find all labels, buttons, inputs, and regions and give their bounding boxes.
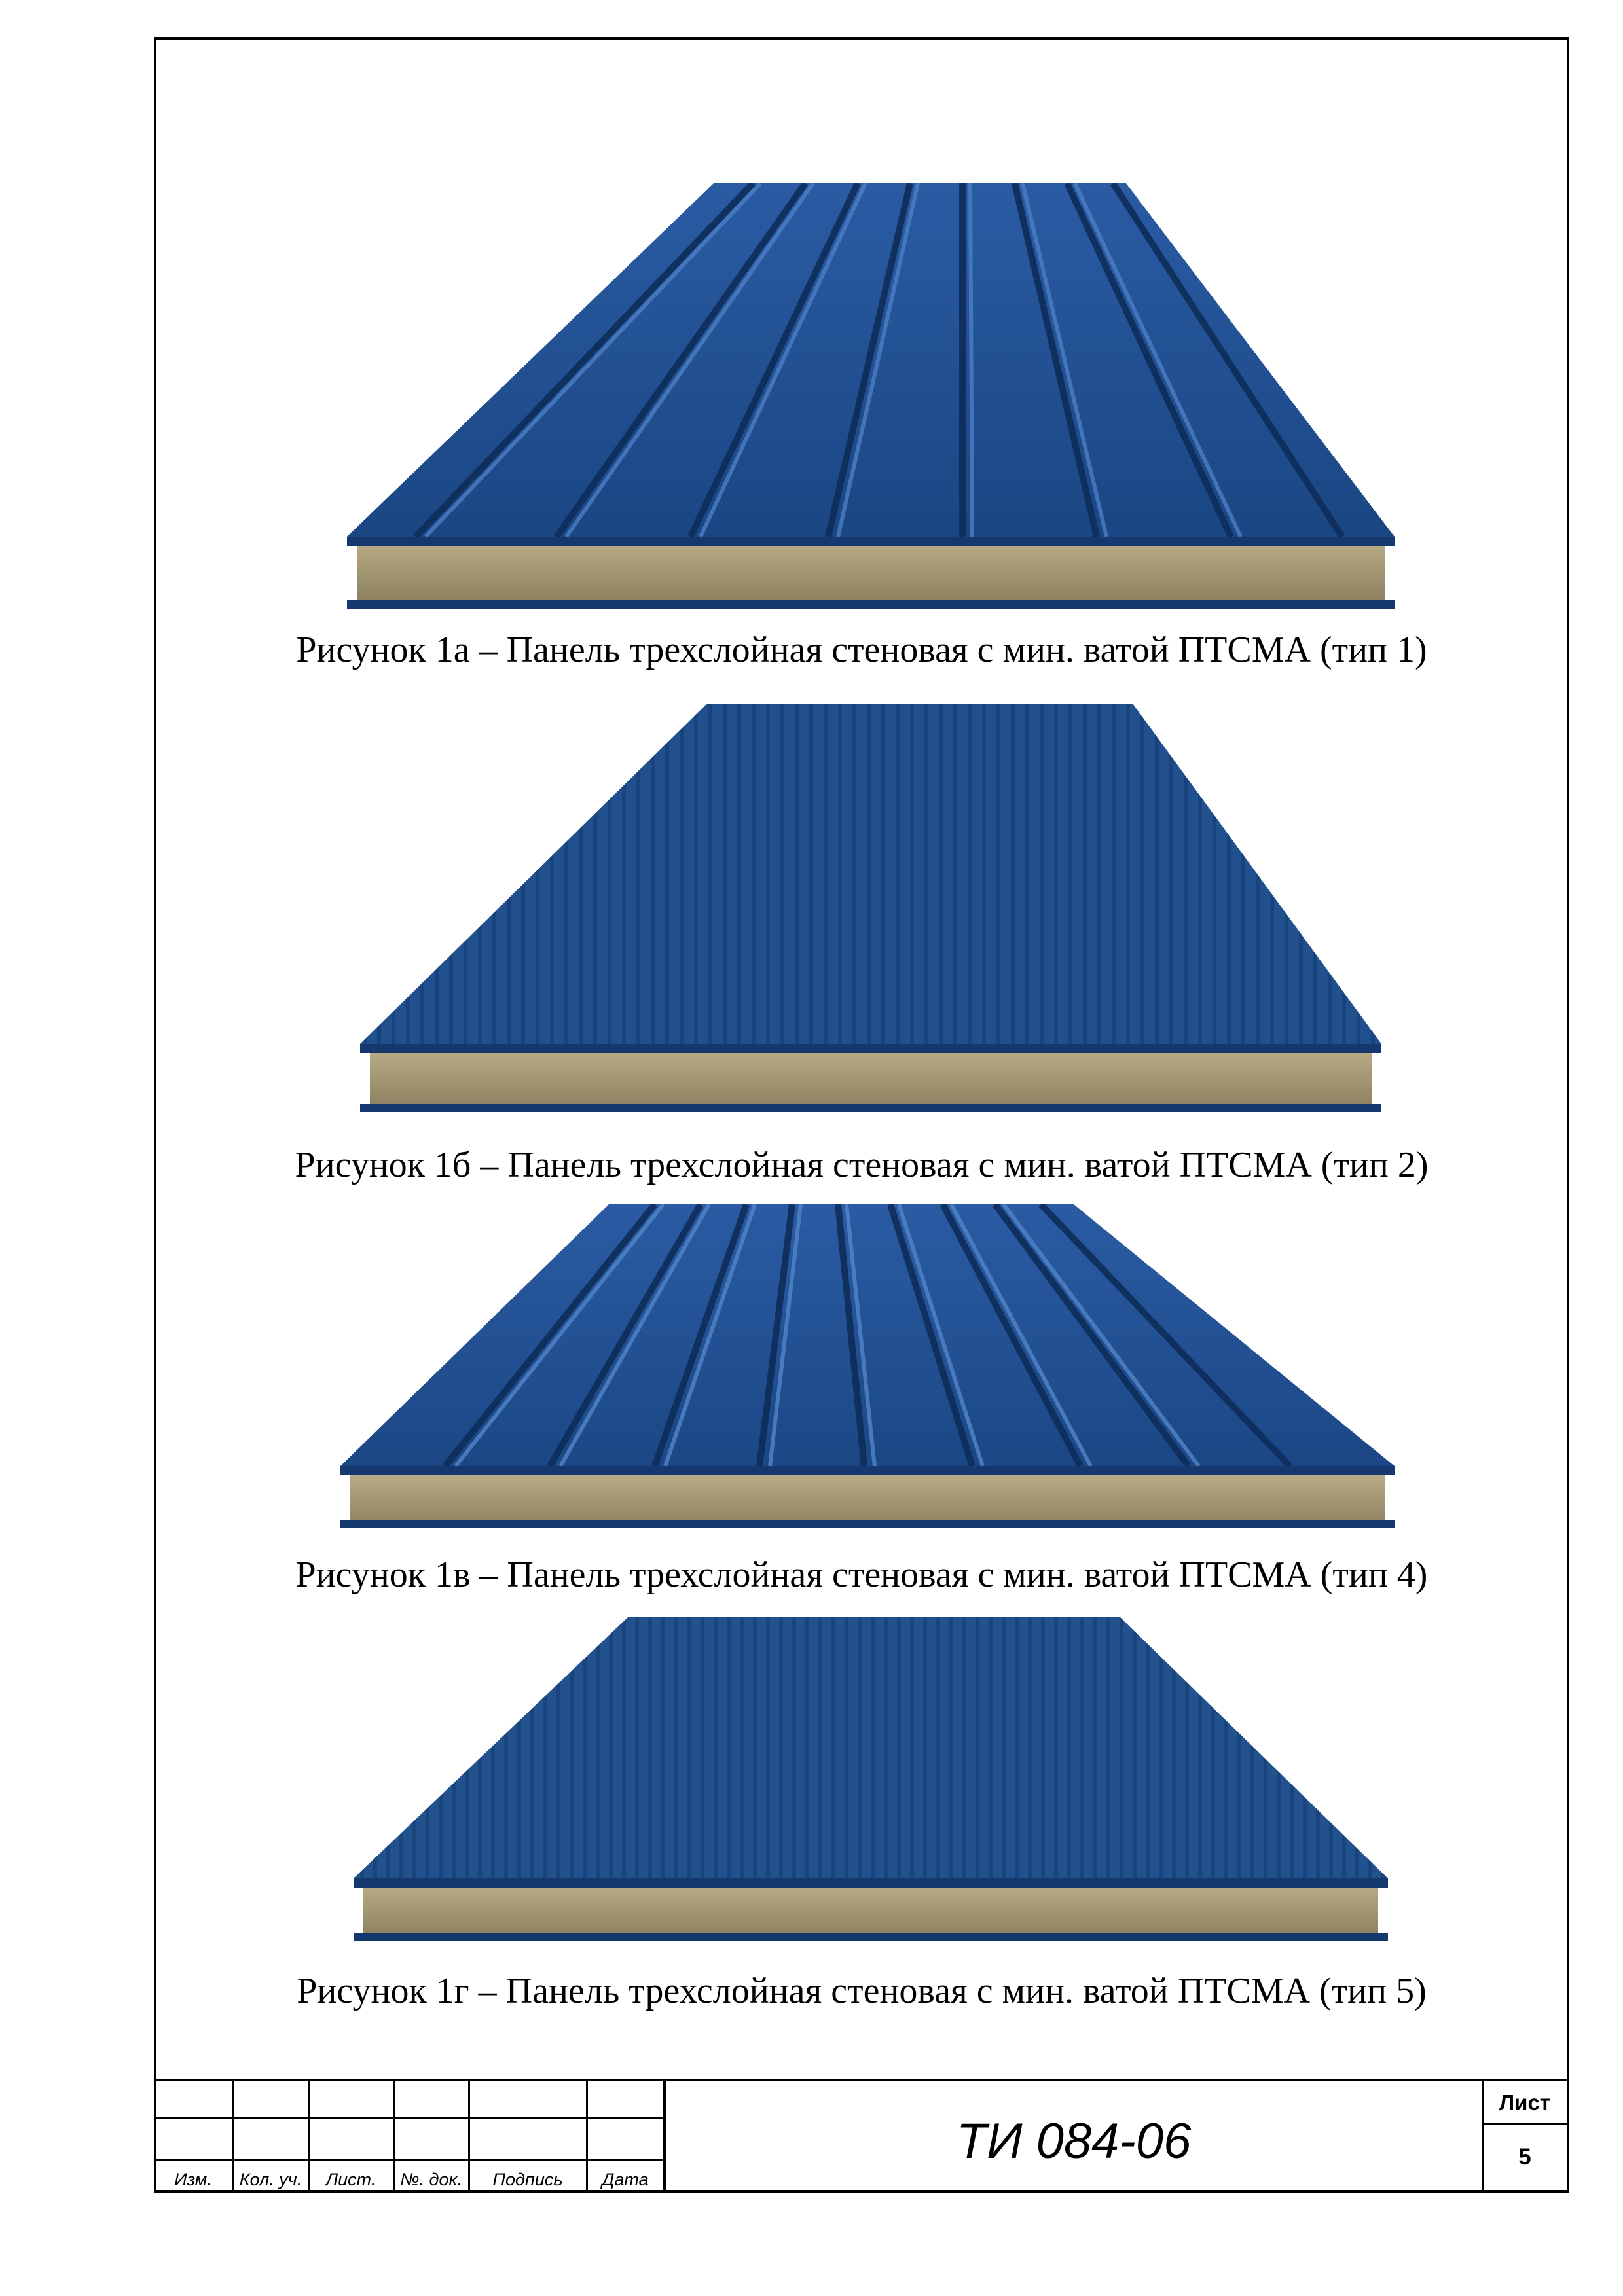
column-label-signature: Подпись — [492, 2170, 563, 2189]
column-label-sheet: Лист. — [325, 2170, 376, 2189]
panel-image-type-5 — [334, 1617, 1414, 1944]
figure-caption-1c: Рисунок 1в – Панель трехслойная стеновая с мин. ватой ПТСМА (тип 4) — [295, 1554, 1428, 1595]
document-code: ТИ 084-06 — [956, 2113, 1192, 2169]
column-label-date: Дата — [602, 2170, 649, 2189]
column-label-doc-number: №. док. — [400, 2170, 462, 2189]
panel-image-type-4 — [334, 1204, 1414, 1532]
column-label-quantity: Кол. уч. — [239, 2170, 302, 2189]
sheet-number: 5 — [1518, 2144, 1531, 2170]
figure-caption-1d: Рисунок 1г – Панель трехслойная стеновая с мин. ватой ПТСМА (тип 5) — [297, 1971, 1427, 2011]
panel-image-type-2 — [334, 704, 1414, 1116]
figure-caption-1b: Рисунок 1б – Панель трехслойная стеновая с мин. ватой ПТСМА (тип 2) — [295, 1145, 1429, 1185]
title-block — [154, 2079, 1569, 2193]
column-label-change: Изм. — [174, 2170, 212, 2189]
panel-image-type-1 — [334, 183, 1414, 615]
figure-caption-1a: Рисунок 1а – Панель трехслойная стеновая с мин. ватой ПТСМА (тип 1) — [296, 630, 1427, 670]
sheet-label: Лист — [1499, 2090, 1550, 2115]
